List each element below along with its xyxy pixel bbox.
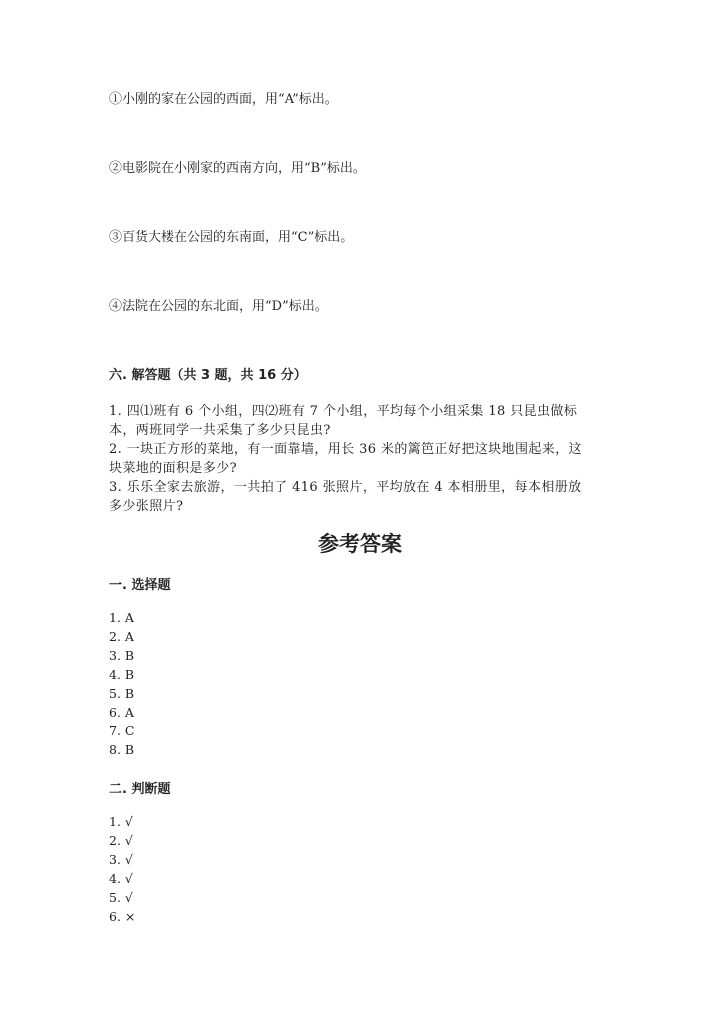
section-6-heading: 六. 解答题（共 3 题，共 16 分）: [109, 368, 307, 383]
answer-item: 1. √: [109, 814, 133, 829]
part-1-heading: 一. 选择题: [109, 578, 171, 593]
answer-item: 3. √: [109, 852, 133, 867]
task-c: ③百货大楼在公园的东南面，用“C”标出。: [109, 230, 354, 245]
answer-item: 5. B: [109, 686, 135, 701]
answer-key-title: 参考答案: [318, 532, 402, 556]
answer-item: 3. B: [109, 648, 135, 663]
answer-item: 2. A: [109, 629, 134, 644]
answer-item: 1. A: [109, 610, 134, 625]
question-1-line-1: 1. 四⑴班有 6 个小组，四⑵班有 7 个小组，平均每个小组采集 18 只昆虫做标: [109, 404, 578, 419]
answer-item: 6. A: [109, 705, 134, 720]
answer-item: 4. B: [109, 667, 135, 682]
part-2-heading: 二. 判断题: [109, 782, 171, 797]
question-2-line-1: 2. 一块正方形的菜地，有一面靠墙，用长 36 米的篱笆正好把这块地围起来，这: [109, 442, 582, 457]
question-1-line-2: 本，两班同学一共采集了多少只昆虫?: [109, 423, 331, 438]
answer-item: 6. ×: [109, 909, 136, 924]
task-a: ①小刚的家在公园的西面，用“A”标出。: [109, 92, 338, 107]
question-2-line-2: 块菜地的面积是多少?: [109, 461, 237, 476]
answer-item: 7. C: [109, 723, 135, 738]
task-b: ②电影院在小刚家的西南方向，用“B”标出。: [109, 161, 366, 176]
task-d: ④法院在公园的东北面，用“D”标出。: [109, 299, 328, 314]
answer-item: 4. √: [109, 871, 133, 886]
question-3-line-1: 3. 乐乐全家去旅游，一共拍了 416 张照片，平均放在 4 本相册里，每本相册放: [109, 480, 582, 495]
answer-item: 2. √: [109, 833, 133, 848]
answer-item: 8. B: [109, 742, 135, 757]
question-3-line-2: 多少张照片?: [109, 499, 184, 514]
answer-item: 5. √: [109, 890, 133, 905]
